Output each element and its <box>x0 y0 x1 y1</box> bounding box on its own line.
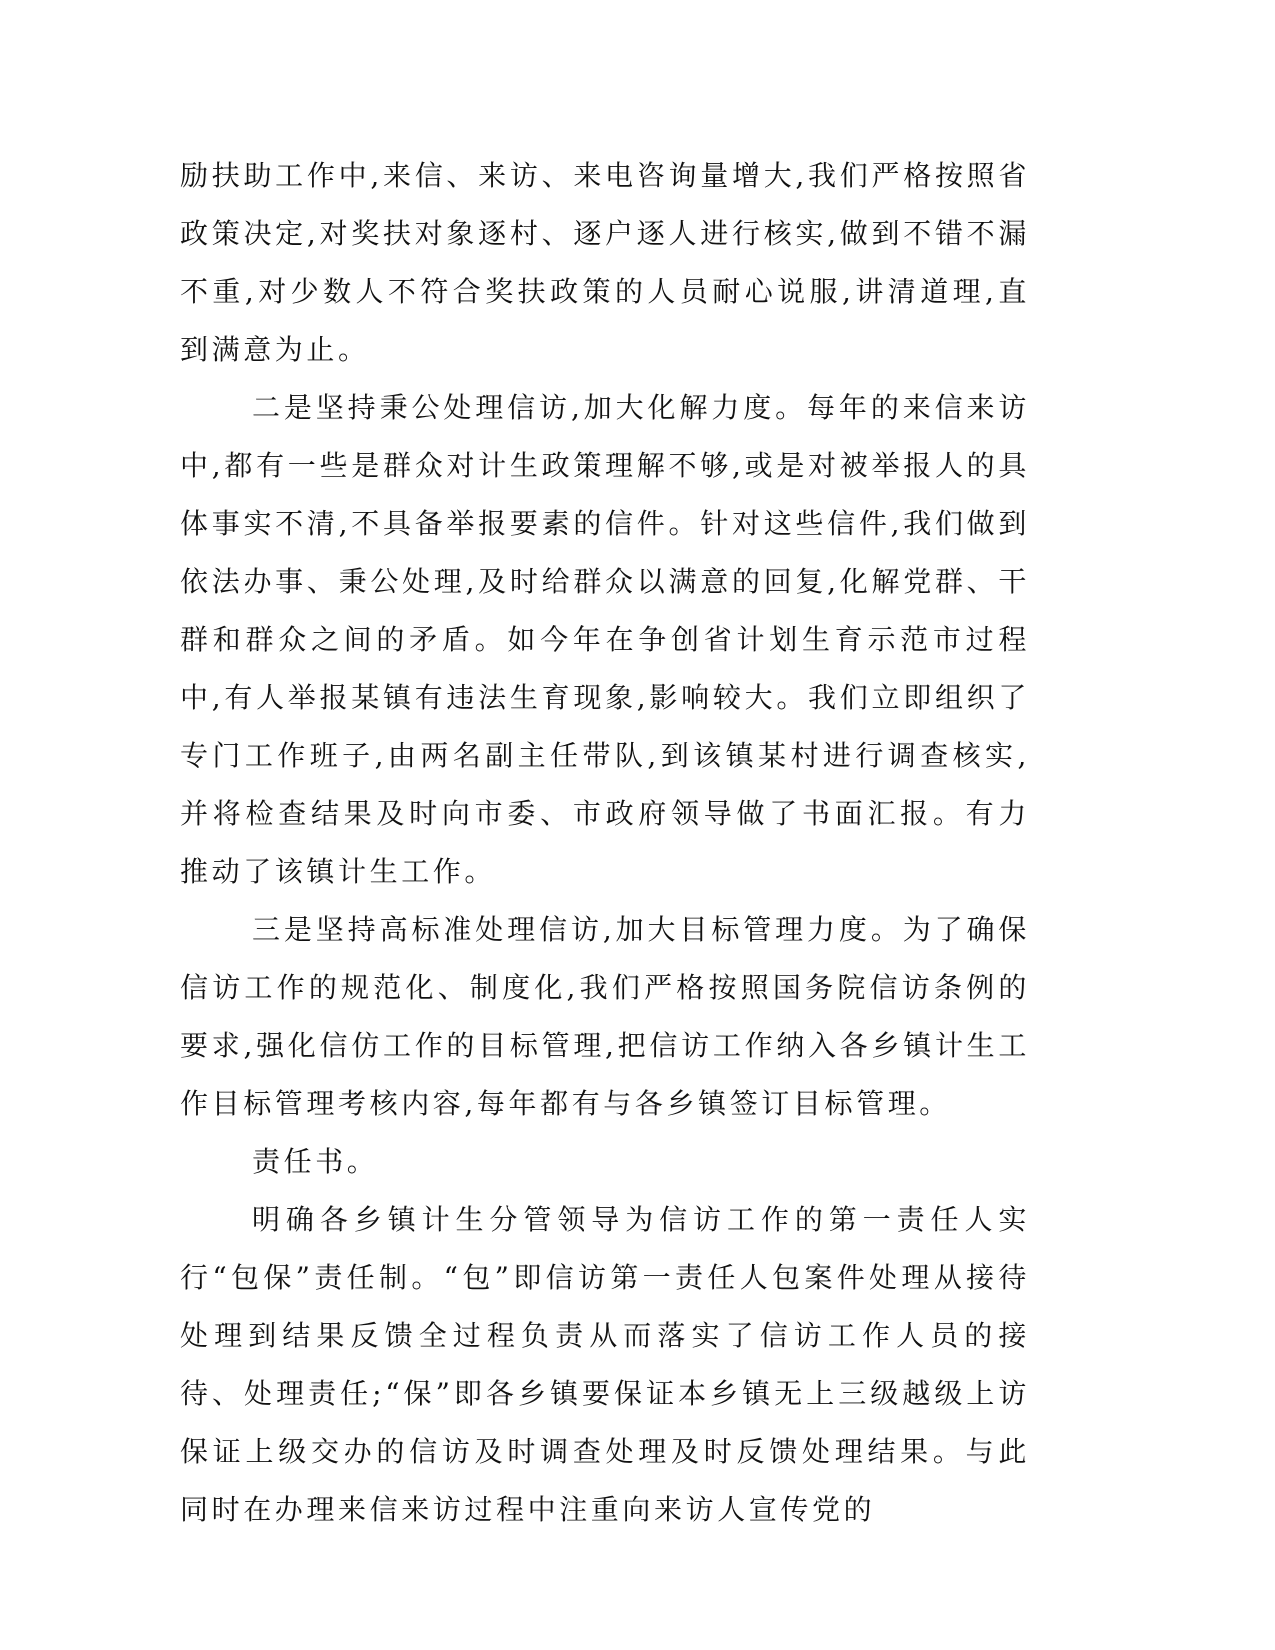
paragraph-point-two: 二是坚持秉公处理信访,加大化解力度。每年的来信来访中,都有一些是群众对计生政策理解不够,或是对被举报人的具体事实不清,不具备举报要素的信件。针对这些信件,我们做到依法办事、秉公处理,及时给群众以满意的回复,化解党群、干群和群众之间的矛盾。如今年在争创省计划生育示范市过程中,有人举报某镇有违法生育现象,影响较大。我们立即组织了专门工作班子,由两名副主任带队,到该镇某村进行调查核实,并将检查结果及时向市委、市政府领导做了书面汇报。有力推动了该镇计生工作。 <box>180 391 1030 888</box>
document-page <box>180 147 1030 1539</box>
paragraph-responsibility-letter: 责任书。 <box>252 1145 379 1178</box>
paragraph-continuation: 励扶助工作中,来信、来访、来电咨询量增大,我们严格按照省政策决定,对奖扶对象逐村、逐户逐人进行核实,做到不错不漏不重,对少数人不符合奖扶政策的人员耐心说服,讲清道理,直到满意为止。 <box>180 159 1030 366</box>
paragraph-baobao-system: 明确各乡镇计生分管领导为信访工作的第一责任人实行“包保”责任制。“包”即信访第一责任人包案件处理从接待处理到结果反馈全过程负责从而落实了信访工作人员的接待、处理责任;“保”即各乡镇要保证本乡镇无上三级越级上访保证上级交办的信访及时调查处理及时反馈处理结果。与此同时在办理来信来访过程中注重向来访人宣传党的 <box>180 1203 1030 1526</box>
paragraph-point-three: 三是坚持高标准处理信访,加大目标管理力度。为了确保信访工作的规范化、制度化,我们严格按照国务院信访条例的要求,强化信仿工作的目标管理,把信访工作纳入各乡镇计生工作目标管理考核内容,每年都有与各乡镇签订目标管理。 <box>180 913 1030 1120</box>
